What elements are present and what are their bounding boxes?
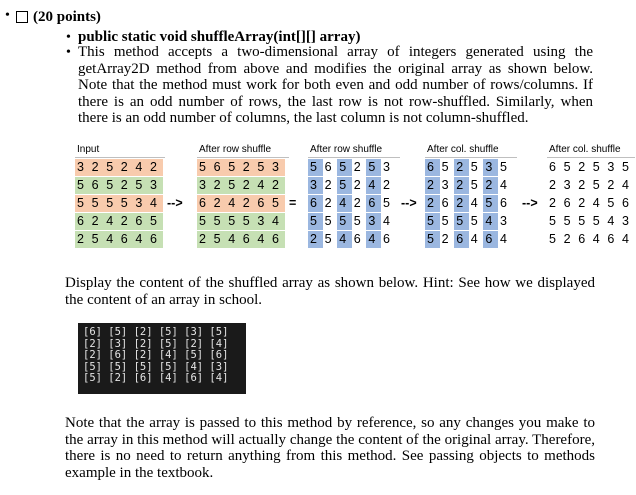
panel-divider (547, 157, 635, 158)
console-line: [5] [2] [6] [4] [6] [4] (83, 372, 229, 384)
matrix-cell: 2 (576, 159, 591, 176)
matrix-cell: 5 (440, 213, 455, 230)
matrix-cell: 5 (197, 213, 212, 230)
matrix-cell: 3 (483, 159, 498, 176)
matrix-cell: 5 (483, 195, 498, 212)
panel-divider (197, 157, 289, 158)
transform-arrow: = (289, 196, 297, 210)
matrix-cell: 4 (226, 195, 241, 212)
matrix-cell: 6 (483, 231, 498, 248)
matrix-cell: 6 (454, 231, 469, 248)
matrix-row (197, 231, 285, 248)
matrix-cell: 2 (212, 177, 227, 194)
matrix-cell: 3 (133, 195, 148, 212)
matrix-cell: 5 (133, 177, 148, 194)
matrix-row (75, 213, 163, 230)
matrix-cell: 6 (562, 195, 577, 212)
matrix-row (197, 213, 285, 230)
matrix-cell: 5 (366, 159, 381, 176)
matrix-cell: 2 (454, 195, 469, 212)
matrix-cell: 6 (605, 231, 620, 248)
matrix-cell: 2 (483, 177, 498, 194)
matrix-cell: 4 (483, 213, 498, 230)
matrix-cell: 4 (591, 195, 606, 212)
matrix-cell: 6 (620, 195, 635, 212)
matrix-cell: 6 (197, 195, 212, 212)
matrix-cell: 3 (75, 159, 90, 176)
matrix-cell: 5 (226, 159, 241, 176)
matrix-cell: 4 (270, 213, 285, 230)
matrix-cell: 6 (498, 195, 513, 212)
matrix-cell: 2 (119, 159, 134, 176)
matrix-row (75, 159, 163, 176)
matrix-cell: 5 (591, 159, 606, 176)
matrix-cell: 5 (226, 213, 241, 230)
method-description: This method accepts a two-dimensional array of integers generated using the getArray2D method from above and modifies the original array as shown below. Note that the method must work for both even and odd number of rows/columns. If there is an odd number of rows, the last row is not row-shuffled. Similarly, when there is an odd number of columns, the last column is not column-shuffled. (78, 44, 593, 126)
reference-note: Note that the array is passed to this method by reference, so any changes you make to the array in this method will actually change the content of the original array. Therefore, there is no need to return anything from this method. See passing objects to methods example in the textbook. (65, 415, 595, 481)
matrix-cell: 4 (104, 213, 119, 230)
matrix-row (75, 195, 163, 212)
matrix-cell: 5 (197, 159, 212, 176)
matrix-cell: 6 (323, 159, 338, 176)
matrix-cell: 6 (148, 231, 163, 248)
matrix-cell: 5 (104, 195, 119, 212)
matrix-row (308, 159, 396, 176)
matrix-cell: 5 (605, 195, 620, 212)
matrix-cell: 6 (425, 159, 440, 176)
matrix-cell: 4 (226, 231, 241, 248)
matrix-cell: 6 (440, 195, 455, 212)
matrix-cell: 5 (75, 177, 90, 194)
matrix-cell: 2 (90, 159, 105, 176)
matrix-cell: 5 (547, 213, 562, 230)
matrix-cell: 5 (270, 195, 285, 212)
matrix-cell: 5 (352, 213, 367, 230)
matrix-cell: 4 (381, 213, 396, 230)
matrix-cell: 2 (241, 159, 256, 176)
outer-bullet: • (5, 8, 10, 23)
matrix-cell: 5 (90, 195, 105, 212)
points-label: (20 points) (33, 9, 101, 25)
panel-title: Input (77, 144, 100, 155)
matrix-cell: 2 (323, 195, 338, 212)
matrix-cell: 6 (547, 159, 562, 176)
matrix-row (425, 177, 513, 194)
matrix-cell: 6 (366, 195, 381, 212)
matrix-cell: 3 (308, 177, 323, 194)
matrix-cell: 5 (337, 159, 352, 176)
matrix-cell: 4 (620, 231, 635, 248)
matrix-cell: 3 (255, 213, 270, 230)
matrix-cell: 2 (576, 177, 591, 194)
matrix-cell: 4 (498, 177, 513, 194)
matrix-cell: 5 (469, 177, 484, 194)
matrix-cell: 5 (469, 213, 484, 230)
matrix-row (547, 231, 635, 248)
matrix-row (425, 195, 513, 212)
matrix-cell: 5 (90, 231, 105, 248)
matrix-cell: 4 (366, 177, 381, 194)
matrix-cell: 4 (337, 195, 352, 212)
panel-title: After row shuffle (310, 144, 383, 155)
method-signature: public static void shuffleArray(int[][] array) (78, 29, 361, 45)
matrix-cell: 5 (337, 177, 352, 194)
matrix-cell: 3 (148, 177, 163, 194)
matrix-cell: 4 (133, 231, 148, 248)
matrix-row (425, 159, 513, 176)
console-line: [2] [6] [2] [4] [5] [6] (83, 349, 229, 361)
matrix-cell: 6 (255, 195, 270, 212)
matrix-cell: 5 (119, 195, 134, 212)
matrix-cell: 3 (620, 213, 635, 230)
matrix-cell: 2 (440, 231, 455, 248)
matrix-row (197, 177, 285, 194)
matrix-cell: 2 (381, 177, 396, 194)
console-output (78, 323, 246, 394)
matrix-cell: 3 (197, 177, 212, 194)
matrix-cell: 5 (591, 177, 606, 194)
matrix-cell: 4 (337, 231, 352, 248)
transform-arrow: --> (167, 196, 183, 210)
matrix-cell: 5 (226, 177, 241, 194)
matrix-cell: 5 (241, 213, 256, 230)
matrix-cell: 4 (605, 213, 620, 230)
matrix-cell: 5 (308, 213, 323, 230)
matrix-cell: 4 (366, 231, 381, 248)
matrix-cell: 4 (148, 195, 163, 212)
matrix-row (308, 213, 396, 230)
matrix-cell: 4 (469, 195, 484, 212)
matrix-cell: 5 (308, 159, 323, 176)
matrix-cell: 2 (425, 177, 440, 194)
matrix-cell: 6 (576, 231, 591, 248)
matrix-cell: 2 (308, 231, 323, 248)
matrix-cell: 2 (576, 195, 591, 212)
sub-bullet: • (66, 30, 71, 45)
matrix-cell: 3 (605, 159, 620, 176)
matrix-cell: 6 (308, 195, 323, 212)
matrix-cell: 5 (148, 213, 163, 230)
matrix-row (547, 195, 635, 212)
panel-title: After col. shuffle (549, 144, 621, 155)
matrix-cell: 5 (562, 213, 577, 230)
matrix-cell: 5 (547, 231, 562, 248)
panel-divider (308, 157, 400, 158)
console-line: [2] [3] [2] [5] [2] [4] (83, 337, 229, 350)
matrix-cell: 6 (75, 213, 90, 230)
matrix-cell: 6 (133, 213, 148, 230)
matrix-cell: 5 (425, 213, 440, 230)
matrix-cell: 5 (323, 213, 338, 230)
matrix-row (425, 231, 513, 248)
matrix-row (308, 195, 396, 212)
matrix-cell: 5 (498, 159, 513, 176)
matrix-cell: 6 (270, 231, 285, 248)
matrix-cell: 4 (469, 231, 484, 248)
matrix-cell: 2 (241, 177, 256, 194)
matrix-cell: 5 (104, 159, 119, 176)
panel-title: After col. shuffle (427, 144, 499, 155)
matrix-cell: 2 (547, 177, 562, 194)
console-line: [6] [5] [2] [5] [3] [5] (83, 326, 229, 338)
matrix-cell: 3 (498, 213, 513, 230)
matrix-cell: 2 (148, 159, 163, 176)
matrix-cell: 4 (255, 177, 270, 194)
matrix-row (75, 231, 163, 248)
matrix-cell: 2 (241, 195, 256, 212)
matrix-cell: 5 (440, 159, 455, 176)
matrix-cell: 4 (620, 177, 635, 194)
panel-divider (75, 157, 165, 158)
transform-arrow: --> (401, 196, 417, 210)
matrix-cell: 5 (212, 231, 227, 248)
matrix-cell: 4 (133, 159, 148, 176)
matrix-row (197, 195, 285, 212)
matrix-cell: 2 (425, 195, 440, 212)
matrix-cell: 5 (591, 213, 606, 230)
matrix-cell: 6 (119, 231, 134, 248)
matrix-cell: 5 (469, 159, 484, 176)
matrix-cell: 5 (212, 213, 227, 230)
matrix-cell: 2 (352, 177, 367, 194)
matrix-cell: 2 (270, 177, 285, 194)
matrix-row (547, 177, 635, 194)
matrix-cell: 5 (337, 213, 352, 230)
matrix-row (547, 213, 635, 230)
matrix-cell: 6 (241, 231, 256, 248)
matrix-cell: 2 (352, 159, 367, 176)
transform-arrow: --> (522, 196, 538, 210)
matrix-row (197, 159, 285, 176)
matrix-cell: 5 (381, 195, 396, 212)
matrix-cell: 2 (197, 231, 212, 248)
matrix-cell: 3 (381, 159, 396, 176)
matrix-cell: 2 (212, 195, 227, 212)
matrix-cell: 3 (440, 177, 455, 194)
panel-title: After row shuffle (199, 144, 272, 155)
matrix-cell: 3 (562, 177, 577, 194)
matrix-cell: 2 (454, 177, 469, 194)
matrix-cell: 5 (323, 231, 338, 248)
matrix-cell: 4 (591, 231, 606, 248)
matrix-cell: 3 (270, 159, 285, 176)
matrix-cell: 2 (90, 213, 105, 230)
matrix-cell: 6 (212, 159, 227, 176)
matrix-cell: 5 (425, 231, 440, 248)
matrix-row (308, 231, 396, 248)
matrix-cell: 2 (119, 213, 134, 230)
matrix-cell: 5 (75, 195, 90, 212)
matrix-cell: 3 (366, 213, 381, 230)
sub-bullet: • (66, 45, 71, 60)
matrix-cell: 5 (104, 177, 119, 194)
matrix-cell: 4 (255, 231, 270, 248)
matrix-row (75, 177, 163, 194)
matrix-cell: 4 (498, 231, 513, 248)
matrix-cell: 2 (547, 195, 562, 212)
matrix-cell: 2 (323, 177, 338, 194)
matrix-cell: 2 (352, 195, 367, 212)
matrix-cell: 4 (104, 231, 119, 248)
matrix-cell: 5 (620, 159, 635, 176)
matrix-cell: 6 (352, 231, 367, 248)
matrix-cell: 6 (381, 231, 396, 248)
matrix-cell: 2 (119, 177, 134, 194)
matrix-row (425, 213, 513, 230)
matrix-cell: 5 (454, 213, 469, 230)
matrix-cell: 5 (562, 159, 577, 176)
matrix-cell: 5 (255, 159, 270, 176)
console-line: [5] [5] [5] [5] [4] [3] (83, 360, 229, 373)
matrix-cell: 2 (454, 159, 469, 176)
matrix-cell: 2 (75, 231, 90, 248)
matrix-row (308, 177, 396, 194)
matrix-row (547, 159, 635, 176)
panel-divider (425, 157, 517, 158)
matrix-cell: 2 (605, 177, 620, 194)
checkbox[interactable] (16, 11, 28, 23)
matrix-cell: 2 (562, 231, 577, 248)
display-instruction: Display the content of the shuffled array as shown below. Hint: See how we displayed the content of an array in school. (65, 275, 595, 308)
matrix-cell: 6 (90, 177, 105, 194)
matrix-cell: 5 (576, 213, 591, 230)
